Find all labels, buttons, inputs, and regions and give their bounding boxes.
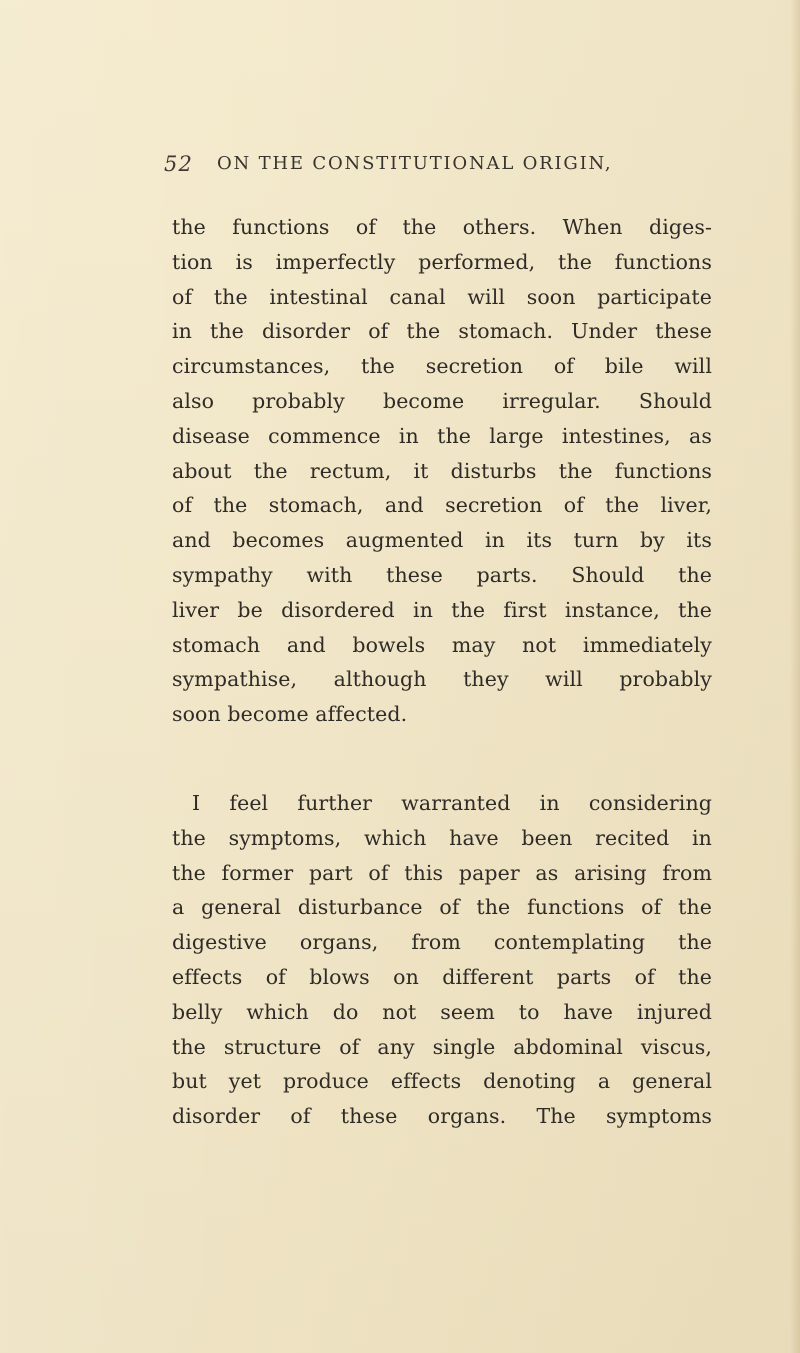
running-header <box>164 152 724 184</box>
text-line: the symptoms, which have been recited in <box>172 825 712 850</box>
text-line: the functions of the others. When diges- <box>172 215 712 239</box>
text-line: about the rectum, it disturbs the functions <box>172 458 712 483</box>
text-line: sympathise, although they will probably <box>172 667 712 692</box>
text-line: and becomes augmented in its turn by its <box>172 528 712 553</box>
text-line: disorder of these organs. The symptoms <box>172 1104 712 1129</box>
text-line: but yet produce effects denoting a general <box>172 1069 712 1094</box>
text-line: disease commence in the large intestines, as <box>172 423 712 448</box>
text-line: the former part of this paper as arising from <box>172 860 712 885</box>
text-line: of the intestinal canal will soon participate <box>172 284 712 309</box>
text-line: belly which do not seem to have injured <box>172 999 712 1024</box>
text-line: in the disorder of the stomach. Under these <box>172 319 712 344</box>
text-line: a general disturbance of the functions of the <box>172 895 712 920</box>
text-line: tion is imperfectly performed, the functions <box>172 249 712 274</box>
text-line: circumstances, the secretion of bile will <box>172 354 712 379</box>
text-line: also probably become irregular. Should <box>172 388 712 413</box>
text-line: I feel further warranted in considering <box>192 791 712 815</box>
paragraph-1 <box>172 210 712 732</box>
text-line: stomach and bowels may not immediately <box>172 632 712 657</box>
text-line: effects of blows on different parts of the <box>172 964 712 989</box>
page-number: 52 <box>164 152 194 176</box>
text-line: sympathy with these parts. Should the <box>172 562 712 587</box>
text-line: of the stomach, and secretion of the liver, <box>172 493 712 518</box>
text-line: the structure of any single abdominal viscus, <box>172 1034 712 1059</box>
paragraph-2 <box>172 786 712 1134</box>
page-edge-shadow <box>790 0 800 1353</box>
text-line: liver be disordered in the first instance, the <box>172 597 712 622</box>
text-line: digestive organs, from contemplating the <box>172 930 712 955</box>
running-title: ON THE CONSTITUTIONAL ORIGIN, <box>217 153 613 174</box>
text-line: soon become affected. <box>172 702 408 727</box>
